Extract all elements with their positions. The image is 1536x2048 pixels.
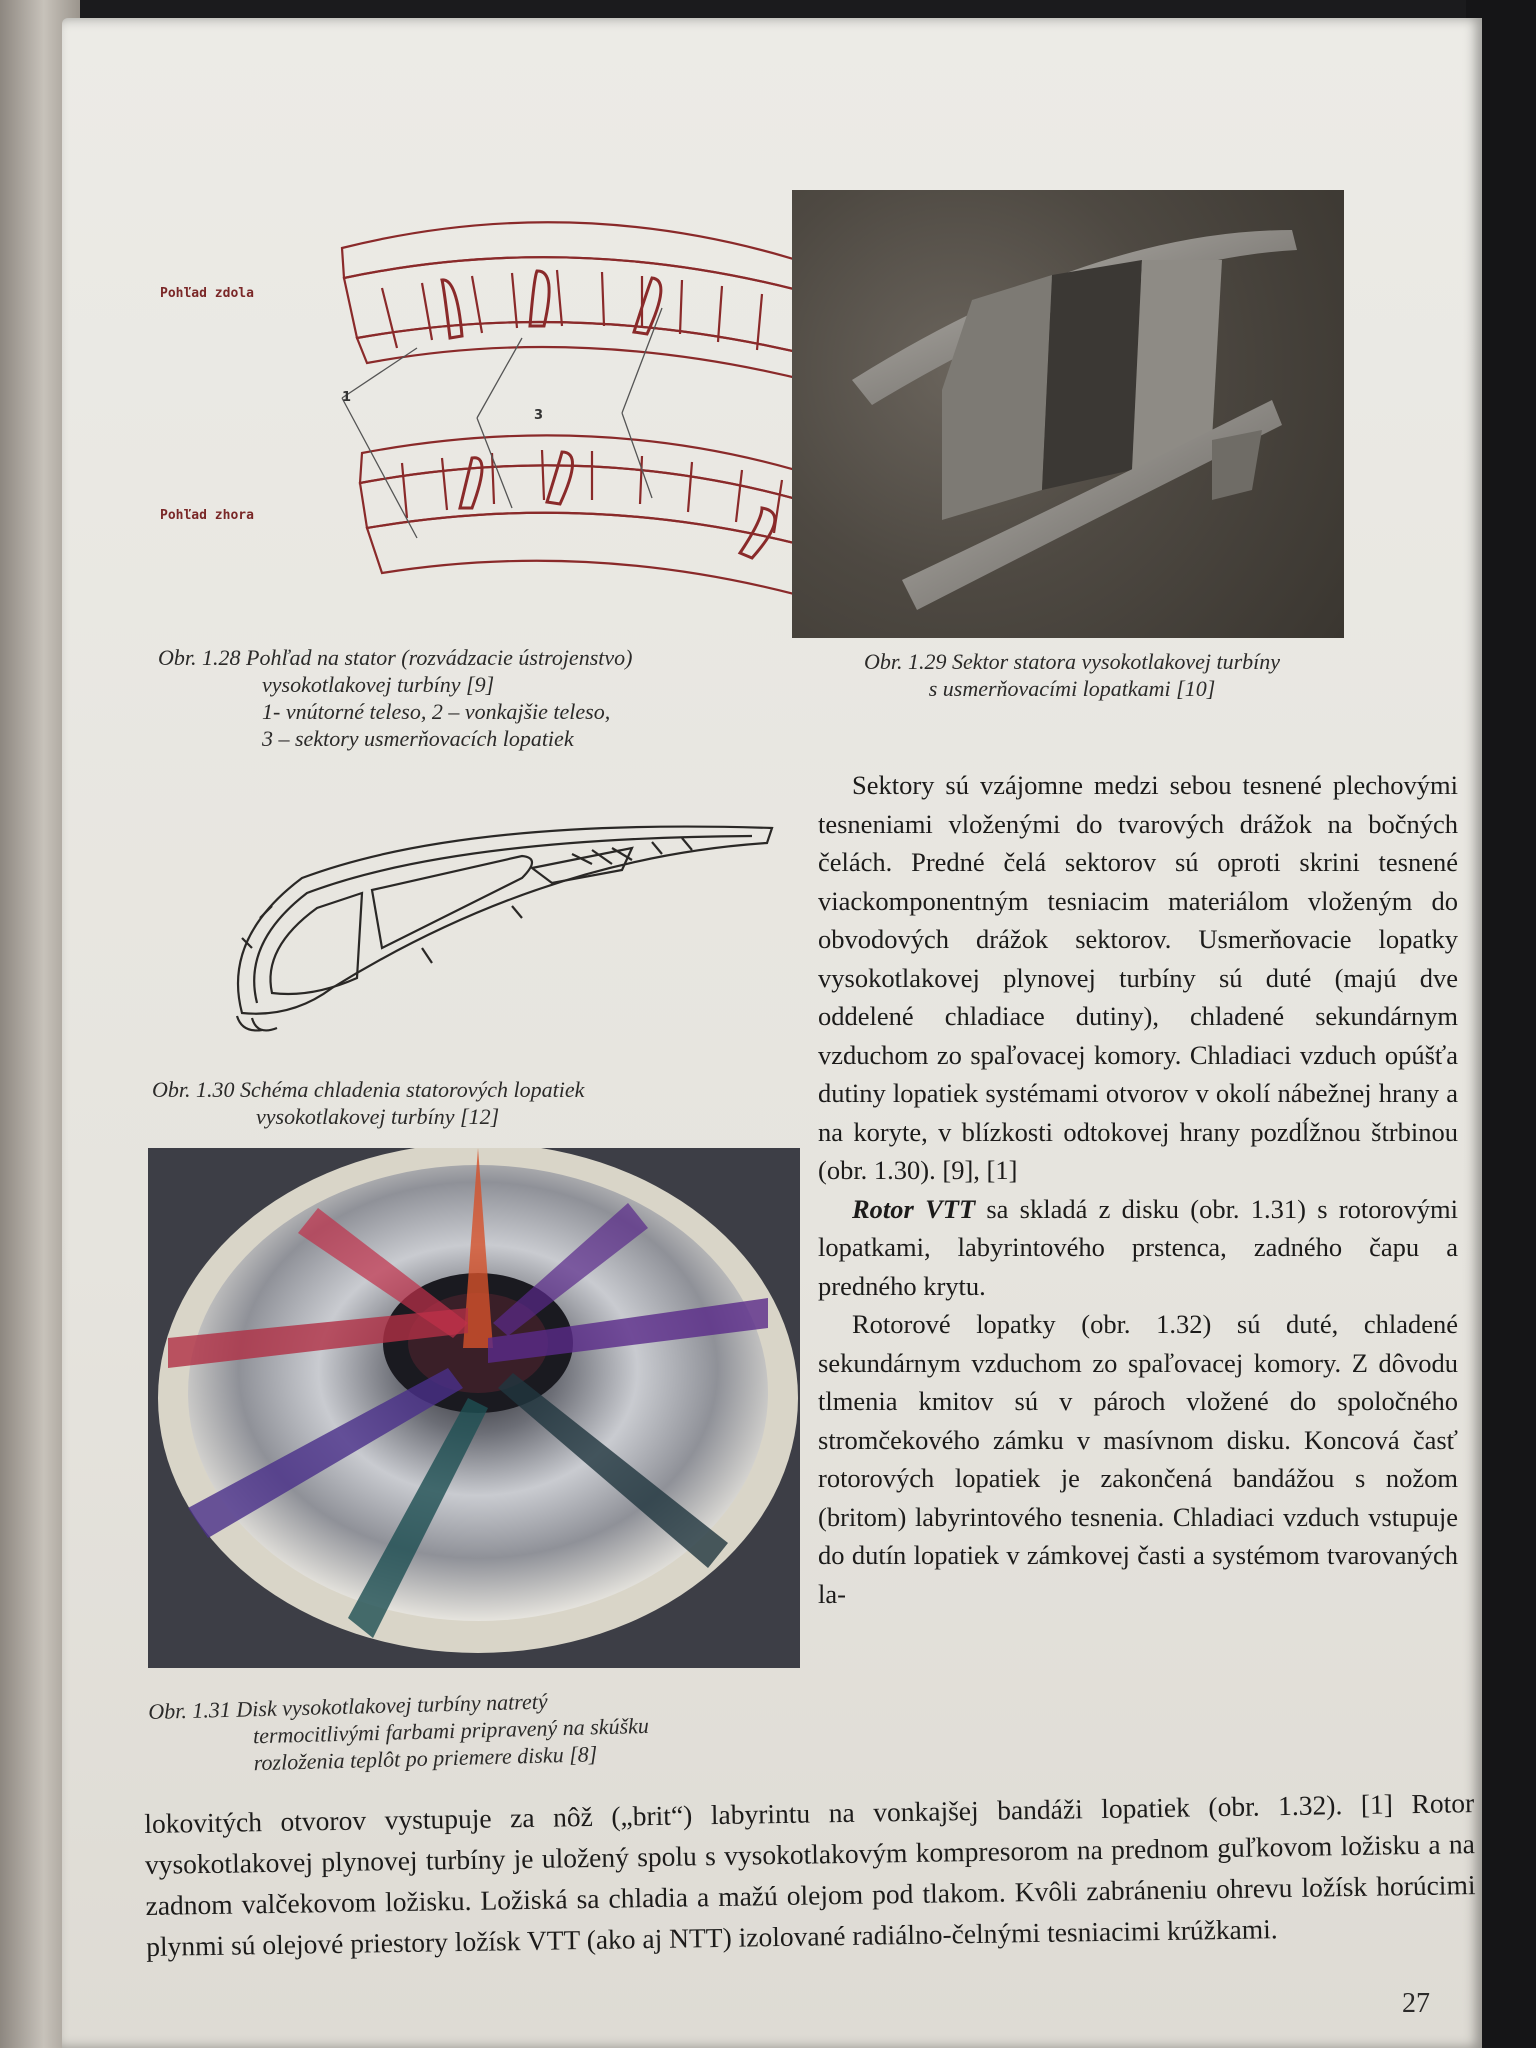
fig-1-31-caption-line: rozloženia teplôt po priemere disku [8] bbox=[253, 1741, 598, 1776]
stator-sketch bbox=[322, 208, 842, 628]
fig-1-30-caption bbox=[152, 1076, 712, 1130]
full-width-text bbox=[144, 1782, 1476, 1967]
paragraph-rotor-vtt: sa skladá z disku (obr. 1.31) s rotorovými lopatkami, labyrintového prstenca, zadného čapu a predného krytu. bbox=[818, 1193, 1458, 1301]
paragraph-bottom: lokovitých otvorov vystupuje za nôž („brit“) labyrintu na vonkajšej bandáži lopatiek (obr. 1.32). [1] Rotor vysokotlakovej plynovej turbíny je uložený spolu s vysokotlakovým kompresorom na prednom guľkovom ložisku a na zadnom valčekovom ložisku. Ložiská sa chladia a mažú olejom pod tlakom. Kvôli zabráneniu ohrevu ložísk horúcimi plynmi sú olejové priestory ložísk VTT (ako aj NTT) izolované radiálno-čelnými tesniacimi krúžkami. bbox=[144, 1787, 1476, 1962]
fig-1-30-caption-line: vysokotlakovej turbíny [12] bbox=[256, 1104, 500, 1129]
fig-1-31-caption-line: Obr. 1.31 Disk vysokotlakovej turbíny natretý bbox=[148, 1688, 548, 1724]
fig-1-29-caption-line: Obr. 1.29 Sektor statora vysokotlakovej turbíny bbox=[863, 649, 1281, 674]
fig-1-28-caption-line: 3 – sektory usmerňovacích lopatiek bbox=[262, 726, 574, 751]
fig-1-28-caption bbox=[158, 644, 718, 752]
rotor-vtt-term: Rotor VTT bbox=[852, 1193, 976, 1224]
fig-1-29-caption-line: s usmerňovacími lopatkami [10] bbox=[928, 676, 1216, 701]
right-column-text bbox=[818, 766, 1458, 1613]
label-view-from-above: Pohľad zhora bbox=[160, 508, 254, 523]
callout-3: 3 bbox=[534, 408, 544, 423]
fig-1-30-caption-line: Obr. 1.30 Schéma chladenia statorových lopatiek bbox=[152, 1077, 585, 1102]
fig-1-31-caption bbox=[148, 1681, 790, 1779]
fig-1-28-caption-line: 1- vnútorné teleso, 2 – vonkajšie teleso, bbox=[262, 699, 611, 724]
turbine-disk-image bbox=[148, 1148, 800, 1668]
blade-cooling-schema bbox=[212, 798, 812, 1058]
stator-sector-image bbox=[792, 190, 1344, 638]
paragraph-rotor-blades: Rotorové lopatky (obr. 1.32) sú duté, chladené sekundárnym vzduchom zo spaľovacej komory. Z dôvodu tlmenia kmitov sú v pároch vložené do spoločného stromčekového zámku v masívnom disku. Koncová časť rotorových lopatiek je zakončená bandážou s nožom (britom) labyrintového tesnenia. Chladiaci vzduch vstupuje do dutín lopatiek v zámkovej časti a systémom tvarovaných la- bbox=[818, 1309, 1458, 1609]
label-view-from-below: Pohľad zdola bbox=[160, 286, 254, 301]
fig-1-31-caption-line: termocitlivými farbami pripravený na skúšku bbox=[252, 1712, 650, 1749]
book-page bbox=[62, 18, 1482, 2048]
stator-sector-photo bbox=[792, 190, 1344, 638]
fig-1-28-caption-line: Obr. 1.28 Pohľad na stator (rozvádzacie ústrojenstvo) bbox=[158, 645, 633, 670]
callout-1: 1 bbox=[342, 390, 352, 405]
fig-1-28-caption-line: vysokotlakovej turbíny [9] bbox=[262, 672, 495, 697]
fig-1-29-caption bbox=[822, 648, 1322, 702]
turbine-disk-photo bbox=[148, 1148, 800, 1668]
page-number: 27 bbox=[1402, 1988, 1430, 2019]
paragraph-stator-sectors: Sektory sú vzájomne medzi sebou tesnené plechovými tesneniami vloženými do tvarových drážok na bočných čelách. Predné čelá sektorov sú oproti skrini tesnené viackomponentným tesniacim materiálom vloženým do obvodových drážok sektorov. Usmerňovacie lopatky vysokotlakovej plynovej turbíny sú duté (majú dve oddelené chladiace dutiny), chladené sekundárnym vzduchom zo spaľovacej komory. Chladiaci vzduch opúšťa dutiny lopatiek systémami otvorov v okolí nábežnej hrany a na koryte, v blízkosti odtokovej hrany pozdĺžnou štrbinou (obr. 1.30). [9], [1] bbox=[818, 770, 1458, 1185]
